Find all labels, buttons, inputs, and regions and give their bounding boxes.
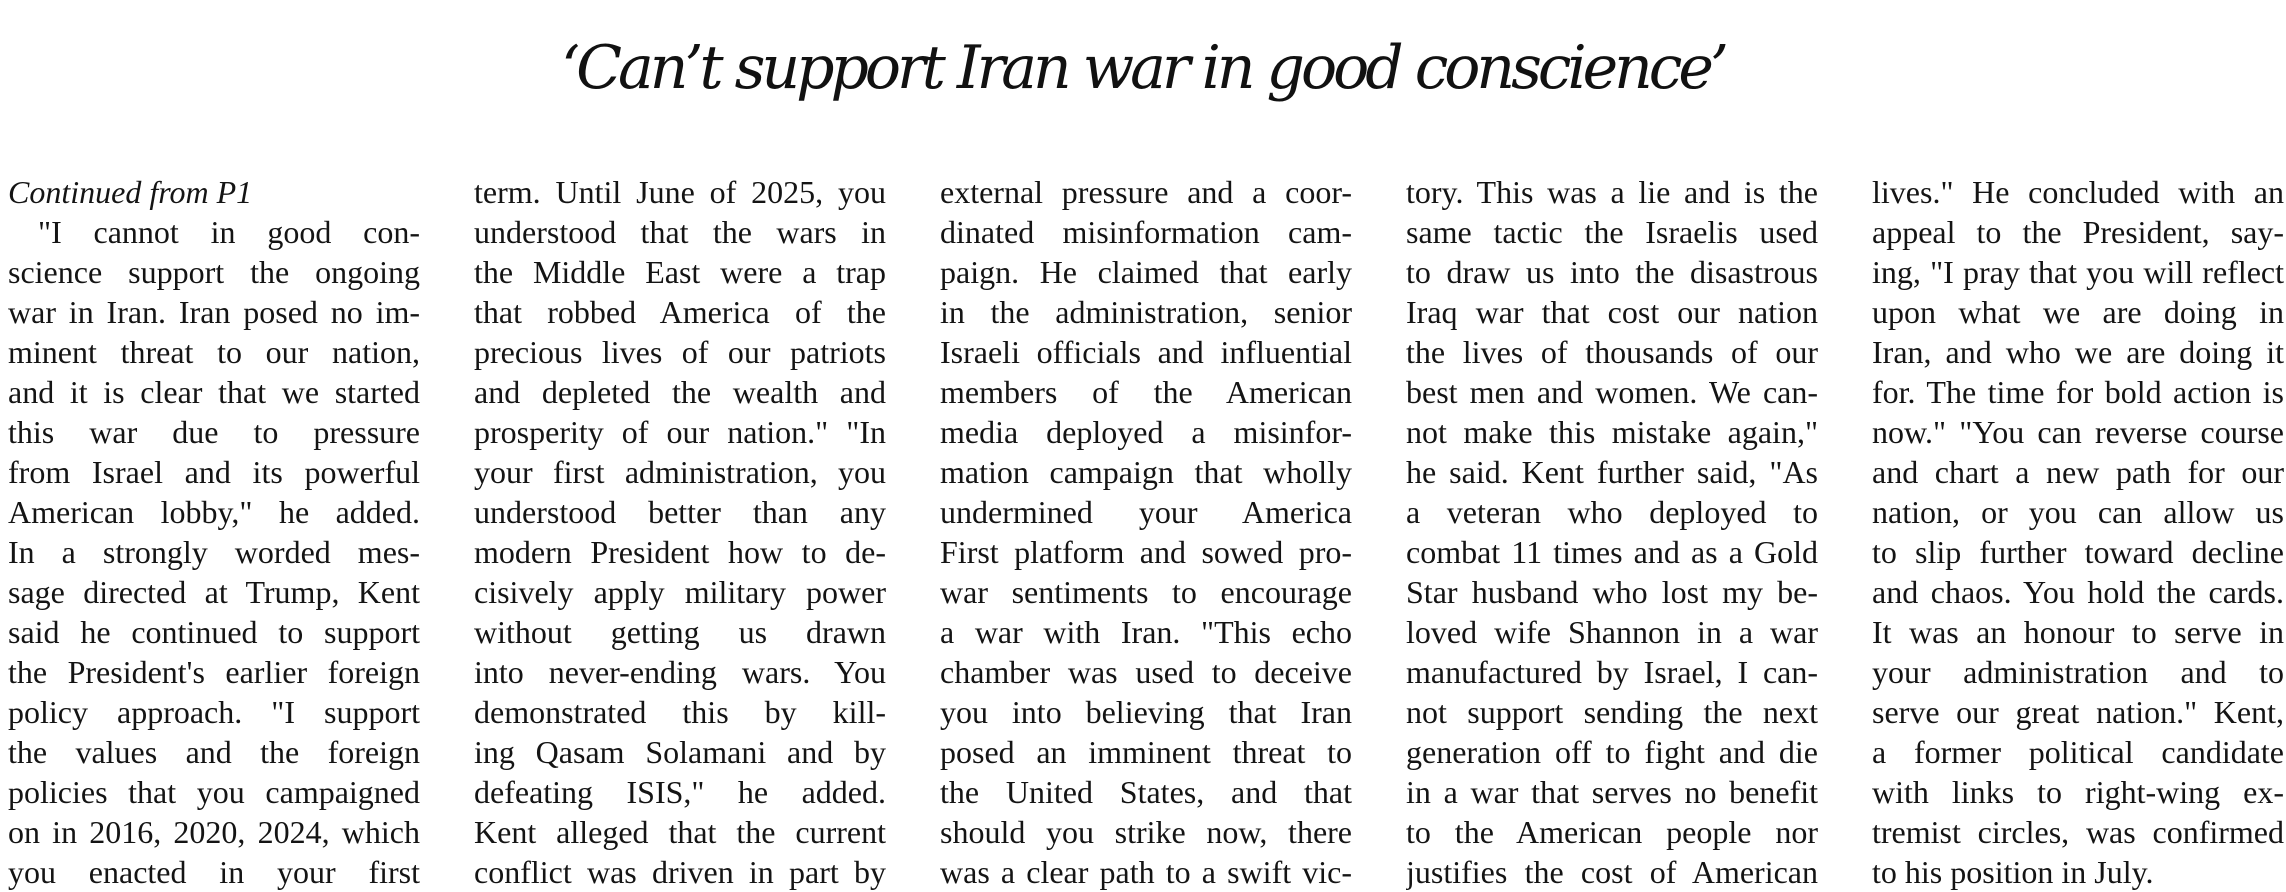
article-text-line: demonstrated this by kill- — [474, 694, 886, 730]
article-text-line: a veteran who deployed to — [1406, 494, 1818, 530]
article-text-line: loved wife Shannon in a war — [1406, 614, 1818, 650]
article-text-line: prosperity of our nation." "In — [474, 414, 886, 450]
article-text-line: not make this mistake again," — [1406, 414, 1818, 450]
article-text-line: paign. He claimed that early — [940, 254, 1352, 290]
article-text-line: you into believing that Iran — [940, 694, 1352, 730]
article-text-line: Iran, and who we are doing it — [1872, 334, 2284, 370]
article-text-line: the lives of thousands of our — [1406, 334, 1818, 370]
article-column-4 — [1406, 172, 1818, 892]
article-text-line: a war with Iran. "This echo — [940, 614, 1352, 650]
article-text-line: generation off to fight and die — [1406, 734, 1818, 770]
article-text-line: same tactic the Israelis used — [1406, 214, 1818, 250]
article-text-line: external pressure and a coor- — [940, 174, 1352, 210]
article-text-line: from Israel and its powerful — [8, 454, 420, 490]
article-text-line: to slip further toward decline — [1872, 534, 2284, 570]
article-column-3 — [940, 172, 1352, 892]
article-text-line: serve our great nation." Kent, — [1872, 694, 2284, 730]
headline: ‘Can’t support Iran war in good conscience’ — [561, 33, 1725, 103]
article-text-line: he said. Kent further said, "As — [1406, 454, 1818, 490]
article-text-line: precious lives of our patriots — [474, 334, 886, 370]
article-text-line: your administration and to — [1872, 654, 2284, 690]
article-text-line: Iraq war that cost our nation — [1406, 294, 1818, 330]
article-text-line: policy approach. "I support — [8, 694, 420, 730]
article-text-line: the President's earlier foreign — [8, 654, 420, 690]
article-text-line: should you strike now, there — [940, 814, 1352, 850]
article-text-line: defeating ISIS," he added. — [474, 774, 886, 810]
article-text-line: cisively apply military power — [474, 574, 886, 610]
article-text-line: appeal to the President, say- — [1872, 214, 2284, 250]
article-text-line: posed an imminent threat to — [940, 734, 1352, 770]
article-text-line: In a strongly worded mes- — [8, 534, 420, 570]
article-text-line: for. The time for bold action is — [1872, 374, 2284, 410]
article-text-line: was a clear path to a swift vic- — [940, 854, 1352, 890]
article-text-line: said he continued to support — [8, 614, 420, 650]
article-text-line: mation campaign that wholly — [940, 454, 1352, 490]
article-text-line: without getting us drawn — [474, 614, 886, 650]
article-text-line: and chaos. You hold the cards. — [1872, 574, 2284, 610]
article-text-line: the values and the foreign — [8, 734, 420, 770]
kicker: Continued from P1 — [8, 174, 253, 210]
article-text-line: media deployed a misinfor- — [940, 414, 1352, 450]
article-text-line: a former political candidate — [1872, 734, 2284, 770]
article-text-line: in a war that serves no benefit — [1406, 774, 1818, 810]
article-text-line: science support the ongoing — [8, 254, 420, 290]
article-text-line: lives." He concluded with an — [1872, 174, 2284, 210]
article-text-line: "I cannot in good con- — [38, 214, 420, 250]
article-text-line: chamber was used to deceive — [940, 654, 1352, 690]
article-text-line: members of the American — [940, 374, 1352, 410]
article-text-line: combat 11 times and as a Gold — [1406, 534, 1818, 570]
article-text-line: term. Until June of 2025, you — [474, 174, 886, 210]
article-text-line: tremist circles, was confirmed — [1872, 814, 2284, 850]
article-text-line: policies that you campaigned — [8, 774, 420, 810]
article-text-line: conflict was driven in part by — [474, 854, 886, 890]
article-text-line: upon what we are doing in — [1872, 294, 2284, 330]
article-text-line: ing, "I pray that you will reflect — [1872, 254, 2284, 290]
article-column-1 — [8, 172, 420, 892]
article-text-line: to draw us into the disastrous — [1406, 254, 1818, 290]
article-text-line: to his position in July. — [1872, 854, 2154, 890]
article-text-line: Kent alleged that the current — [474, 814, 886, 850]
article-text-line: It was an honour to serve in — [1872, 614, 2284, 650]
article-text-line: war sentiments to encourage — [940, 574, 1352, 610]
article-text-line: and chart a new path for our — [1872, 454, 2284, 490]
article-text-line: into never-ending wars. You — [474, 654, 886, 690]
article-text-line: manufactured by Israel, I can- — [1406, 654, 1818, 690]
article-text-line: the United States, and that — [940, 774, 1352, 810]
article-text-line: in the administration, senior — [940, 294, 1352, 330]
article-text-line: modern President how to de- — [474, 534, 886, 570]
article-text-line: minent threat to our nation, — [8, 334, 420, 370]
article-text-line: tory. This was a lie and is the — [1406, 174, 1818, 210]
article-text-line: war in Iran. Iran posed no im- — [8, 294, 420, 330]
article-text-line: understood better than any — [474, 494, 886, 530]
article-text-line: dinated misinformation cam- — [940, 214, 1352, 250]
article-column-2 — [474, 172, 886, 892]
article-text-line: and it is clear that we started — [8, 374, 420, 410]
article-text-line: understood that the wars in — [474, 214, 886, 250]
article-text-line: best men and women. We can- — [1406, 374, 1818, 410]
article-text-line: that robbed America of the — [474, 294, 886, 330]
article-text-line: sage directed at Trump, Kent — [8, 574, 420, 610]
article-text-line: American lobby," he added. — [8, 494, 420, 530]
article-text-line: you enacted in your first — [8, 854, 420, 890]
article-text-line: and depleted the wealth and — [474, 374, 886, 410]
article-text-line: your first administration, you — [474, 454, 886, 490]
article-text-line: to the American people nor — [1406, 814, 1818, 850]
article-text-line: not support sending the next — [1406, 694, 1818, 730]
article-column-5 — [1872, 172, 2284, 892]
article-text-line: with links to right-wing ex- — [1872, 774, 2284, 810]
article-text-line: First platform and sowed pro- — [940, 534, 1352, 570]
article-text-line: Star husband who lost my be- — [1406, 574, 1818, 610]
article-text-line: Israeli officials and influential — [940, 334, 1352, 370]
article-text-line: on in 2016, 2020, 2024, which — [8, 814, 420, 850]
article-text-line: the Middle East were a trap — [474, 254, 886, 290]
article-text-line: this war due to pressure — [8, 414, 420, 450]
article-text-line: undermined your America — [940, 494, 1352, 530]
article-text-line: now." "You can reverse course — [1872, 414, 2284, 450]
article-text-line: justifies the cost of American — [1406, 854, 1818, 890]
article-text-line: nation, or you can allow us — [1872, 494, 2284, 530]
article-text-line: ing Qasam Solamani and by — [474, 734, 886, 770]
